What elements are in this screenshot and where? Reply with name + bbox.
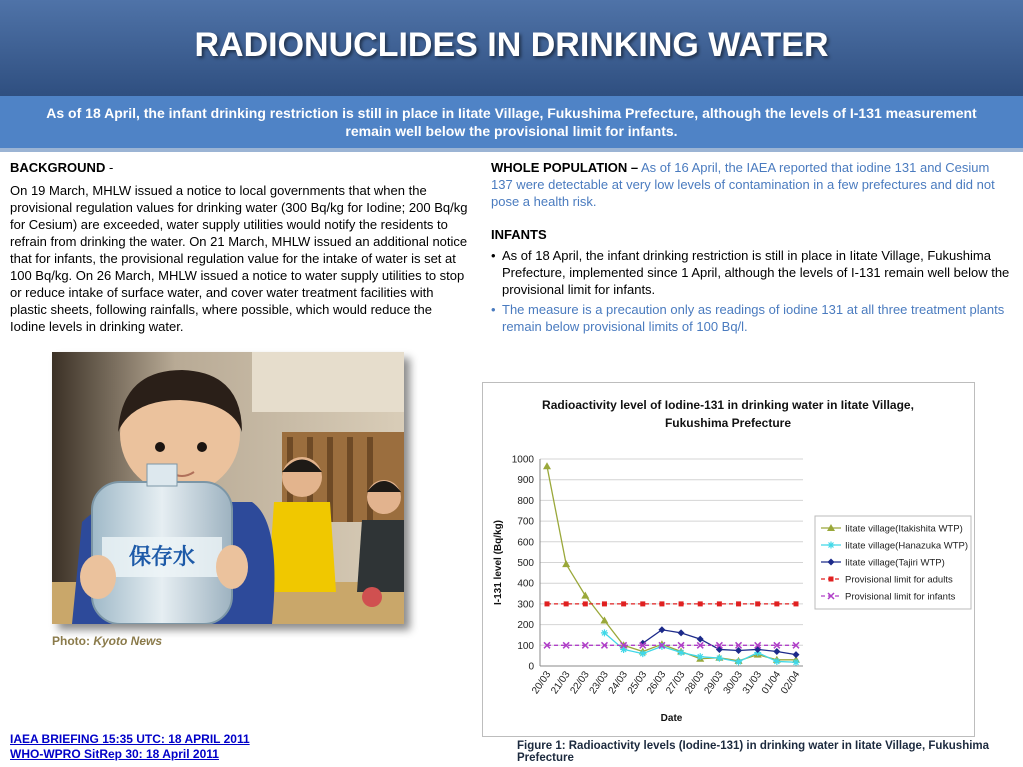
iaea-briefing-link[interactable]: IAEA BRIEFING 15:35 UTC: 18 APRIL 2011 xyxy=(10,732,250,746)
legend-marker xyxy=(829,577,834,582)
bottle-label: 保存水 xyxy=(128,545,196,570)
x-tick-label: 23/03 xyxy=(587,669,611,697)
y-tick-label: 300 xyxy=(517,599,534,611)
source-links xyxy=(10,732,250,762)
legend-label: Iitate village(Itakishita WTP) xyxy=(845,523,963,535)
subtitle: As of 18 April, the infant drinking restriction is still in place in Iitate Village, Fukushima Prefecture, although the levels of I-131 measurement remain well below the provisional limit for infants. xyxy=(46,105,977,139)
y-axis-label: I-131 level (Bq/kg) xyxy=(493,519,504,606)
data-point xyxy=(735,658,742,665)
y-tick-label: 900 xyxy=(517,475,534,487)
data-point xyxy=(581,592,589,599)
x-tick-label: 28/03 xyxy=(683,669,707,697)
photo-caption xyxy=(52,634,162,648)
background-heading: BACKGROUND xyxy=(10,160,106,175)
x-tick-label: 31/03 xyxy=(740,669,765,697)
data-point xyxy=(601,629,608,636)
data-point xyxy=(793,659,800,666)
data-point xyxy=(698,601,703,606)
data-point xyxy=(678,629,685,636)
x-tick-label: 30/03 xyxy=(721,669,745,697)
infants-heading: INFANTS xyxy=(491,227,547,242)
data-point xyxy=(773,658,780,665)
children-photo xyxy=(52,352,404,624)
x-tick-label: 24/03 xyxy=(606,669,631,697)
data-point xyxy=(639,650,646,657)
data-point xyxy=(583,601,588,606)
y-tick-label: 1000 xyxy=(511,454,534,466)
infants-bullets xyxy=(491,247,1011,335)
data-point xyxy=(640,601,645,606)
data-point xyxy=(716,655,723,662)
photo-caption-prefix: Photo: xyxy=(52,634,94,648)
subtitle-bar xyxy=(0,96,1023,152)
y-tick-label: 400 xyxy=(517,578,534,590)
x-tick-label: 26/03 xyxy=(645,669,669,697)
chart-title: Radioactivity level of Iodine-131 in drinking water in Iitate Village, xyxy=(542,398,914,412)
data-point xyxy=(602,601,607,606)
chart-title: Fukushima Prefecture xyxy=(664,416,792,430)
data-point xyxy=(659,601,664,606)
page-title: RADIONUCLIDES IN DRINKING WATER xyxy=(194,26,829,64)
iodine-chart xyxy=(482,382,975,737)
whole-population-text: As of 16 April, the IAEA reported that iodine 131 and Cesium 137 were detectable at very low levels of contamination in a few prefectures and did not pose a health risk. xyxy=(491,160,995,209)
photo-caption-source: Kyoto News xyxy=(93,634,163,648)
data-point xyxy=(755,601,760,606)
legend-label: Iitate village(Tajiri WTP) xyxy=(845,557,945,569)
data-point xyxy=(697,653,704,660)
infants-bullet: • The measure is a precaution only as readings of iodine 131 at all three treatment plants remain below provisional limits of 100 Bq/l. xyxy=(491,301,1011,335)
data-point xyxy=(774,601,779,606)
y-tick-label: 600 xyxy=(517,537,534,549)
data-point xyxy=(679,601,684,606)
iodine-chart-svg xyxy=(483,383,974,736)
x-tick-label: 29/03 xyxy=(702,669,726,697)
y-tick-label: 700 xyxy=(517,516,534,528)
x-tick-label: 02/04 xyxy=(779,669,803,697)
data-point xyxy=(564,601,569,606)
data-point xyxy=(697,636,704,643)
title-bar xyxy=(0,0,1023,96)
children-photo-image xyxy=(52,352,404,624)
x-tick-label: 27/03 xyxy=(664,669,688,697)
background-section xyxy=(10,159,470,335)
x-tick-label: 20/03 xyxy=(530,669,554,697)
data-point xyxy=(678,649,685,656)
data-point xyxy=(717,601,722,606)
data-point xyxy=(773,648,780,655)
whole-population-section xyxy=(491,159,1011,210)
data-point xyxy=(621,601,626,606)
background-dash: - xyxy=(105,160,114,175)
x-tick-label: 22/03 xyxy=(568,669,592,697)
x-axis-label: Date xyxy=(660,713,683,724)
data-point xyxy=(545,601,550,606)
legend-label: Provisional limit for infants xyxy=(845,591,956,603)
figure-caption: Figure 1: Radioactivity levels (Iodine-131) in drinking water in Iitate Village, Fukushima Prefecture xyxy=(517,740,990,764)
data-point xyxy=(543,462,551,469)
x-tick-label: 25/03 xyxy=(625,669,650,697)
x-tick-label: 21/03 xyxy=(549,669,573,697)
data-point xyxy=(562,560,570,567)
whole-population-heading: WHOLE POPULATION – xyxy=(491,160,639,175)
legend-label: Iitate village(Hanazuka WTP) xyxy=(845,540,969,552)
data-point xyxy=(793,651,800,658)
data-point xyxy=(794,601,799,606)
who-sitrep-link[interactable]: WHO-WPRO SitRep 30: 18 April 2011 xyxy=(10,747,219,761)
x-tick-label: 01/04 xyxy=(759,669,784,697)
y-tick-label: 800 xyxy=(517,495,534,507)
legend-label: Provisional limit for adults xyxy=(845,574,953,586)
legend-marker xyxy=(828,542,835,549)
background-text: On 19 March, MHLW issued a notice to local governments that when the provisional regulation values for drinking water (300 Bq/kg for Iodine; 200 Bq/kg for Cesium) are exceeded, water supply utilities would notify the residents to refrain from drinking the water. On 21 March, MHLW issued an additional notice that for infants, the provisional regulation value for the intake of water is set at 100 Bq/kg. On 26 March, MHLW issued a notice to water supply utilities to stop or reduce intake of surface water, and cover water treatment facilities with plastic sheets, following rainfalls, where possible, which would reduce the Iodine levels in drinking water. xyxy=(10,183,468,334)
y-tick-label: 200 xyxy=(517,620,534,632)
y-tick-label: 100 xyxy=(517,640,534,652)
data-point xyxy=(736,601,741,606)
right-column xyxy=(491,159,1011,338)
infants-section xyxy=(491,226,1011,335)
y-tick-label: 500 xyxy=(517,558,534,569)
y-tick-label: 0 xyxy=(528,661,534,673)
infants-bullet: • As of 18 April, the infant drinking restriction is still in place in Iitate Village, Fukushima Prefecture, implemented since 1 April, although the levels of I-131 remain well below the provisional limit for infants. xyxy=(491,247,1011,298)
